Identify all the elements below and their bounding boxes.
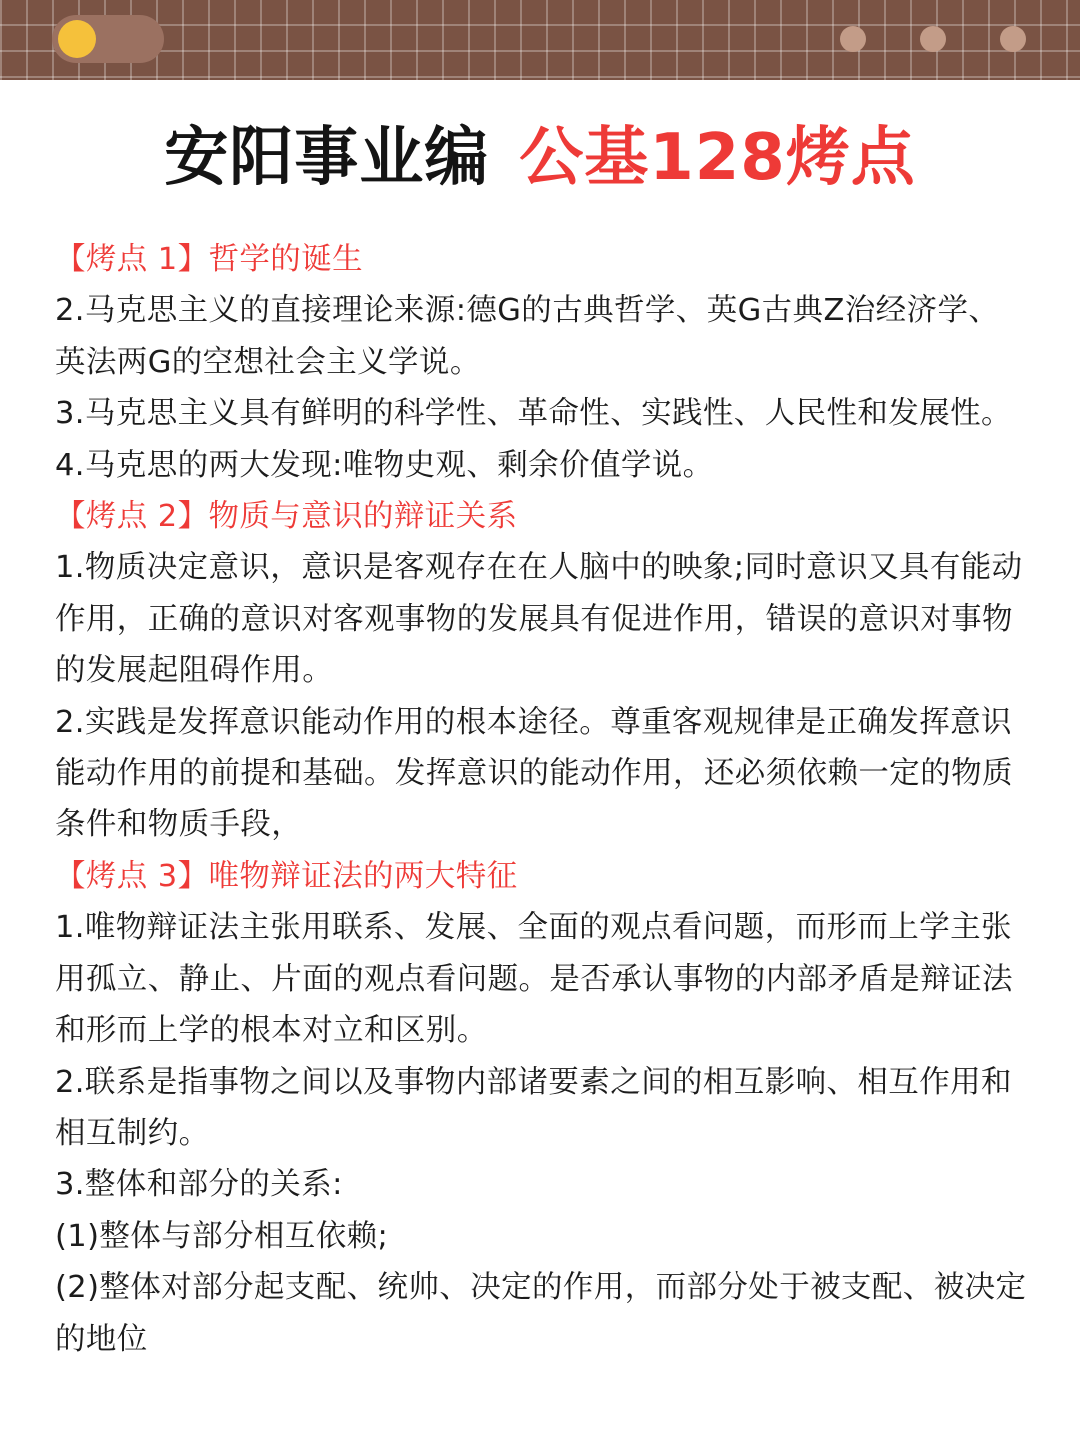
note-item: 2.联系是指事物之间以及事物内部诸要素之间的相互影响、相互作用和相互制约。 [55,1064,1012,1151]
note-item: (1)整体与部分相互依赖; [55,1218,389,1254]
dot-icon [920,26,946,52]
note-item: 1.物质决定意识，意识是客观存在在人脑中的映象;同时意识又具有能动作用，正确的意识对客观事物的发展具有促进作用，错误的意识对事物的发展起阻碍作用。 [55,550,1023,689]
section-heading-3: 【烤点 3】唯物辩证法的两大特征 [55,858,518,894]
dot-icon [1000,26,1026,52]
window-dots [840,26,1026,52]
section-heading-2: 【烤点 2】物质与意识的辩证关系 [55,499,518,535]
note-item: 3.马克思主义具有鲜明的科学性、革命性、实践性、人民性和发展性。 [55,396,1012,432]
title-highlight: 公基128烤点 [519,121,916,195]
note-item: 4.马克思的两大发现:唯物史观、剩余价值学说。 [55,447,714,483]
note-item: 2.马克思主义的直接理论来源:德G的古典哲学、英G古典Z治经济学、英法两G的空想社会主义学说。 [55,293,1000,380]
page-title [0,116,1080,200]
dot-icon [840,26,866,52]
note-item: 1.唯物辩证法主张用联系、发展、全面的观点看问题，而形而上学主张用孤立、静止、片面的观点看问题。是否承认事物的内部矛盾是辩证法和形而上学的根本对立和区别。 [55,910,1013,1049]
title-main: 安阳事业编 [164,121,490,195]
notebook-grid-header [0,0,1080,80]
note-item: 3.整体和部分的关系: [55,1167,343,1203]
toggle-decoration [52,15,164,63]
notes-body [55,234,1027,1365]
section-heading-1: 【烤点 1】哲学的诞生 [55,242,363,277]
note-item: 2.实践是发挥意识能动作用的根本途径。尊重客观规律是正确发挥意识能动作用的前提和基础。发挥意识的能动作用，还必须依赖一定的物质条件和物质手段， [55,704,1013,843]
yellow-dot-icon [58,20,96,58]
note-item: (2)整体对部分起支配、统帅、决定的作用，而部分处于被支配、被决定的地位 [55,1270,1027,1357]
